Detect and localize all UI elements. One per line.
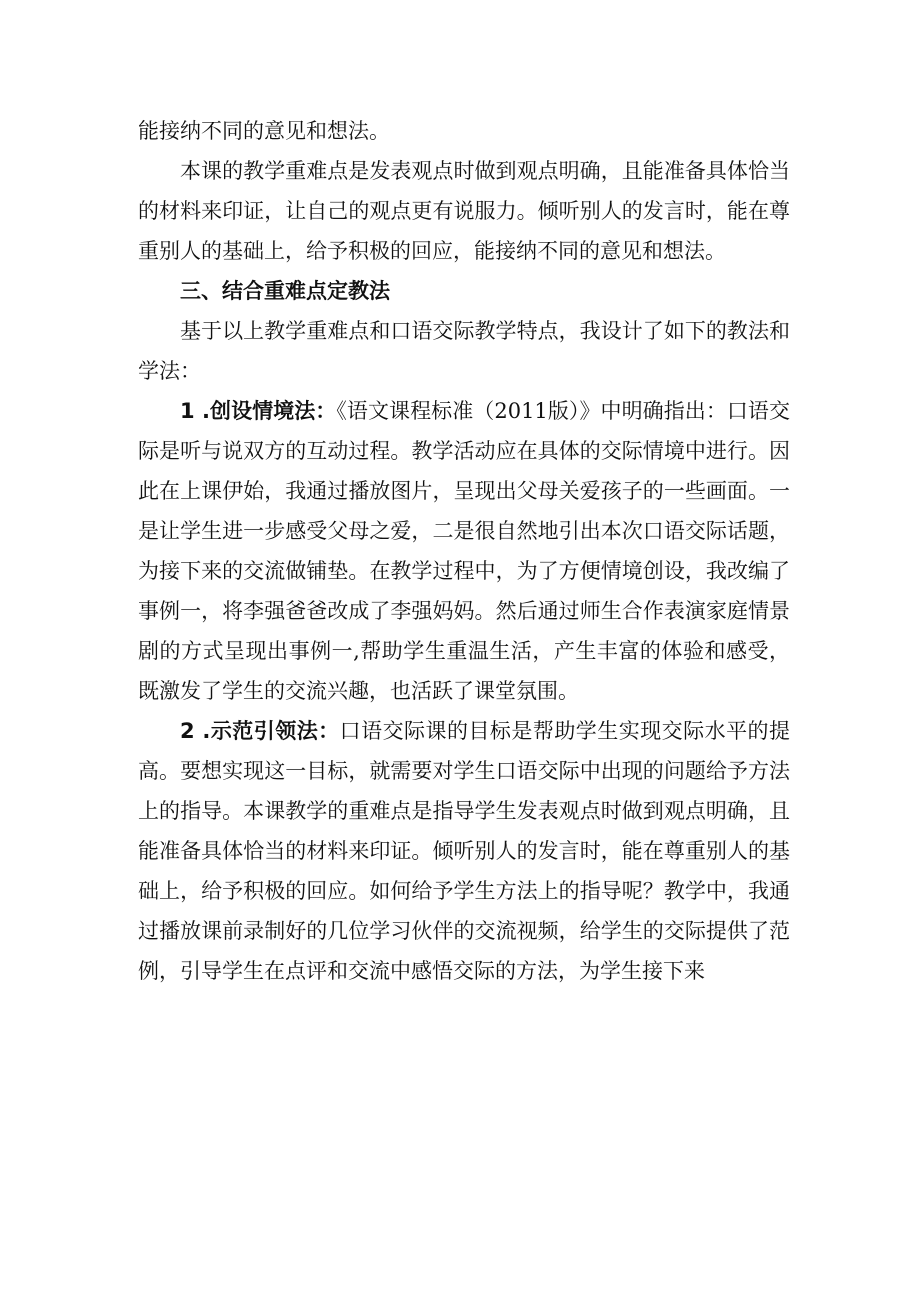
method-body-demonstration: 口语交际课的目标是帮助学生实现交际水平的提高。要想实现这一目标，就需要对学生口语交际中出现的问题给予方法上的指导。本课教学的重难点是指导学生发表观点时做到观点明确，且能准备具体恰当的材料来印证。倾听别人的发言时，能在尊重别人的基础上，给予积极的回应。如何给予学生方法上的指导呢？教学中，我通过播放课前录制好的几位学习伙伴的交流视频，给学生的交际提供了范例，引导学生在点评和交流中感悟交际的方法，为学生接下来 (138, 719, 791, 983)
method-lead-demonstration: 2 .示范引领法： (180, 719, 340, 743)
paragraph-demonstration-method (138, 711, 790, 991)
method-body-situational: 《语文课程标准（2011版）》中明确指出：口语交际是听与说双方的互动过程。教学活动应在具体的交际情境中进行。因此在上课伊始，我通过播放图片，呈现出父母关爱孩子的一些画面。一是让学生进一步感受父母之爱，二是很自然地引出本次口语交际话题，为接下来的交流做铺垫。在教学过程中，为了方便情境创设，我改编了事例一，将李强爸爸改成了李强妈妈。然后通过师生合作表演家庭情景剧的方式呈现出事例一,帮助学生重温生活，产生丰富的体验和感受，既激发了学生的交流兴趣，也活跃了课堂氛围。 (138, 399, 790, 703)
paragraph-continuation: 能接纳不同的意见和想法。 (138, 119, 390, 143)
method-lead-situational: 1 .创设情境法： (180, 399, 337, 423)
document-body (138, 111, 790, 991)
paragraph-key-difficulties: 本课的教学重难点是发表观点时做到观点明确，且能准备具体恰当的材料来印证，让自己的观点更有说服力。倾听别人的发言时，能在尊重别人的基础上，给予积极的回应，能接纳不同的意见和想法。 (138, 159, 790, 263)
paragraph-situational-method (138, 391, 790, 711)
section-heading-teaching-methods: 三、结合重难点定教法 (180, 279, 390, 303)
paragraph-methods-intro: 基于以上教学重难点和口语交际教学特点，我设计了如下的教法和学法： (138, 319, 790, 383)
